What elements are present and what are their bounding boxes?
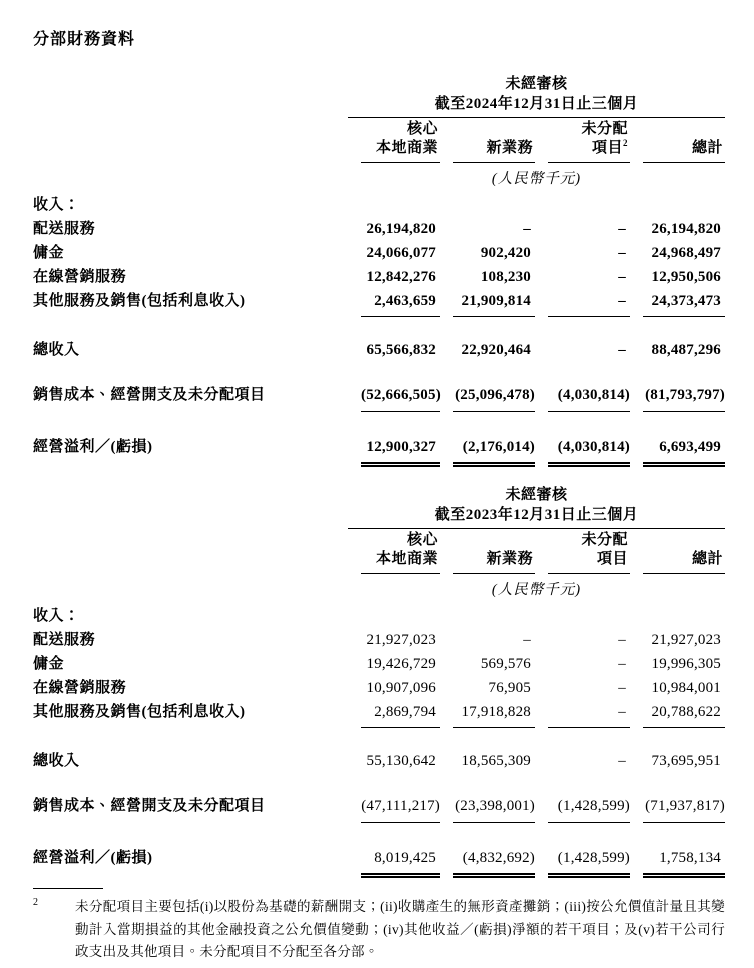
- value-total: [630, 652, 725, 676]
- value-unallocated: [535, 289, 630, 317]
- column-header: [453, 531, 535, 574]
- value: (4,030,814): [548, 435, 630, 464]
- row-label: 傭金: [33, 656, 65, 672]
- value: 20,788,622: [643, 700, 725, 728]
- value-new: [440, 846, 535, 875]
- revenue-heading: 收入：: [33, 197, 80, 213]
- value: 902,420: [480, 245, 531, 261]
- value-new: [440, 289, 535, 317]
- operating-profit-row: [33, 846, 725, 875]
- value-new: [440, 265, 535, 289]
- value: 6,693,499: [643, 435, 725, 464]
- value: 73,695,951: [651, 753, 721, 769]
- value: 12,842,276: [366, 269, 436, 285]
- value-total: [630, 794, 725, 823]
- value-unallocated: [535, 265, 630, 289]
- value: (1,428,599): [548, 846, 630, 875]
- currency-note: (人民幣千元): [491, 171, 582, 187]
- cost-row: [33, 383, 725, 412]
- value-unallocated: [535, 435, 630, 464]
- value: (1,428,599): [548, 794, 630, 823]
- column-header-line2: [453, 139, 533, 158]
- value: (4,832,692): [453, 846, 535, 875]
- revenue-row-commission: [33, 652, 725, 676]
- value: 24,373,473: [643, 289, 725, 317]
- value-total: [630, 676, 725, 700]
- value: 26,194,820: [366, 221, 436, 237]
- column-header-line1: 核心: [406, 532, 438, 548]
- value: 108,230: [480, 269, 531, 285]
- currency-note: (人民幣千元): [491, 582, 582, 598]
- value: 55,130,642: [366, 753, 436, 769]
- column-total: [630, 120, 725, 163]
- column-core-local-commerce: [348, 120, 440, 163]
- value: –: [548, 289, 630, 317]
- value: 19,426,729: [366, 656, 436, 672]
- revenue-row-delivery: [33, 628, 725, 652]
- column-header: [361, 531, 440, 574]
- value-new: [440, 676, 535, 700]
- column-header-line2: [361, 139, 438, 158]
- value-total: [630, 241, 725, 265]
- row-label: 配送服務: [33, 632, 96, 648]
- document-content: [33, 30, 725, 964]
- value-new: [440, 338, 535, 362]
- column-unallocated-items: [535, 531, 630, 574]
- column-header-line2: [548, 139, 628, 158]
- value-core: [348, 846, 440, 875]
- value-total: [630, 289, 725, 317]
- value-total: [630, 338, 725, 362]
- row-label: 銷售成本、經營開支及未分配項目: [33, 387, 266, 403]
- column-header-line2: [548, 550, 628, 569]
- revenue-row-online-marketing: [33, 676, 725, 700]
- value-core: [348, 652, 440, 676]
- value-total: [630, 749, 725, 773]
- column-new-initiatives: [440, 531, 535, 574]
- value: (4,030,814): [548, 383, 630, 412]
- value-unallocated: [535, 217, 630, 241]
- revenue-heading: 收入：: [33, 608, 80, 624]
- value-unallocated: [535, 628, 630, 652]
- value: –: [523, 632, 531, 648]
- row-label: 其他服務及銷售(包括利息收入): [33, 704, 246, 720]
- column-core-local-commerce: [348, 531, 440, 574]
- value-total: [630, 383, 725, 412]
- operating-profit-row: [33, 435, 725, 464]
- column-unallocated-items: [535, 120, 630, 163]
- column-header-line1: [643, 531, 723, 550]
- row-label: 銷售成本、經營開支及未分配項目: [33, 798, 266, 814]
- value: 26,194,820: [651, 221, 721, 237]
- value: 10,984,001: [651, 680, 721, 696]
- value: 8,019,425: [361, 846, 440, 875]
- value: 21,909,814: [453, 289, 535, 317]
- value: 24,968,497: [651, 245, 721, 261]
- revenue-row-other-services: [33, 700, 725, 728]
- column-header-line1: 未分配: [581, 532, 628, 548]
- column-header-line1: 未分配: [581, 121, 628, 137]
- value: –: [618, 342, 626, 358]
- value-core: [348, 749, 440, 773]
- footnote-block: [33, 888, 725, 964]
- column-header: [361, 120, 440, 163]
- row-label: 在線營銷服務: [33, 680, 127, 696]
- value-new: [440, 700, 535, 728]
- footnote-marker: 2: [33, 897, 38, 908]
- value-core: [348, 241, 440, 265]
- value-core: [348, 265, 440, 289]
- value-core: [348, 217, 440, 241]
- unaudited-label: 未經審核: [505, 487, 568, 503]
- value-core: [348, 676, 440, 700]
- value: (25,096,478): [453, 383, 535, 412]
- value: 65,566,832: [366, 342, 436, 358]
- period-header-2024: [348, 74, 725, 118]
- column-header-text: 項目: [591, 140, 623, 156]
- value-unallocated: [535, 241, 630, 265]
- value: 1,758,134: [643, 846, 725, 875]
- column-header: [548, 531, 630, 574]
- value: 21,927,023: [651, 632, 721, 648]
- footnote: [33, 896, 725, 964]
- value-new: [440, 628, 535, 652]
- value-unallocated: [535, 700, 630, 728]
- value: 19,996,305: [651, 656, 721, 672]
- value-core: [348, 383, 440, 412]
- column-header: [643, 531, 725, 574]
- value-new: [440, 749, 535, 773]
- value-new: [440, 383, 535, 412]
- value-core: [348, 794, 440, 823]
- value: 21,927,023: [366, 632, 436, 648]
- value: 17,918,828: [453, 700, 535, 728]
- column-header-text: 總計: [691, 551, 723, 567]
- value-unallocated: [535, 749, 630, 773]
- period-header-2023: [348, 485, 725, 529]
- value: (81,793,797): [643, 383, 725, 412]
- row-label: 傭金: [33, 245, 65, 261]
- value-total: [630, 846, 725, 875]
- value: (23,398,001): [453, 794, 535, 823]
- column-new-initiatives: [440, 120, 535, 163]
- total-revenues-row: [33, 338, 725, 362]
- value-unallocated: [535, 383, 630, 412]
- column-header-line1: [453, 120, 533, 139]
- value: 76,905: [488, 680, 531, 696]
- column-header-line2: [453, 550, 533, 569]
- value: 88,487,296: [651, 342, 721, 358]
- value: –: [618, 656, 626, 672]
- value: –: [618, 753, 626, 769]
- row-label: 總收入: [33, 753, 80, 769]
- value: 24,066,077: [366, 245, 436, 261]
- value-unallocated: [535, 652, 630, 676]
- column-total: [630, 531, 725, 574]
- value: (71,937,817): [643, 794, 725, 823]
- value: –: [618, 221, 626, 237]
- period-label: 截至2023年12月31日止三個月: [348, 505, 725, 529]
- segment-table-2024: [33, 74, 725, 464]
- value: (47,111,217): [361, 794, 440, 823]
- page-title: 分部財務資料: [33, 31, 136, 48]
- revenue-row-other-services: [33, 289, 725, 317]
- row-label: 其他服務及銷售(包括利息收入): [33, 293, 246, 309]
- value-total: [630, 435, 725, 464]
- column-header-text: 本地商業: [375, 551, 438, 567]
- row-label: 經營溢利／(虧損): [33, 439, 153, 455]
- unaudited-label: 未經審核: [505, 76, 568, 92]
- revenue-section-heading-row: [33, 194, 725, 217]
- footnote-ref: 2: [623, 138, 628, 148]
- value: 12,900,327: [361, 435, 440, 464]
- revenue-row-commission: [33, 241, 725, 265]
- value: (52,666,505): [361, 383, 440, 412]
- revenue-section-heading-row: [33, 605, 725, 628]
- segment-table-2023: [33, 485, 725, 875]
- value: 22,920,464: [461, 342, 531, 358]
- total-revenues-row: [33, 749, 725, 773]
- value: –: [548, 700, 630, 728]
- value-total: [630, 628, 725, 652]
- value-total: [630, 700, 725, 728]
- value-new: [440, 241, 535, 265]
- value-unallocated: [535, 676, 630, 700]
- column-header-text: 新業務: [486, 551, 533, 567]
- value-core: [348, 435, 440, 464]
- column-header-line1: [643, 120, 723, 139]
- period-label: 截至2024年12月31日止三個月: [348, 94, 725, 118]
- revenue-row-online-marketing: [33, 265, 725, 289]
- value: 18,565,309: [461, 753, 531, 769]
- spacer: [33, 531, 348, 574]
- column-header-row: [33, 120, 725, 163]
- column-header-line1: [453, 531, 533, 550]
- row-label: 總收入: [33, 342, 80, 358]
- value-new: [440, 435, 535, 464]
- footnote-divider: [33, 888, 103, 889]
- value-new: [440, 652, 535, 676]
- value: 2,463,659: [361, 289, 440, 317]
- column-header-text: 新業務: [486, 140, 533, 156]
- column-header-line2: [361, 550, 438, 569]
- value-unallocated: [535, 846, 630, 875]
- value: –: [618, 632, 626, 648]
- value-unallocated: [535, 794, 630, 823]
- column-header-text: 項目: [596, 551, 628, 567]
- value-core: [348, 700, 440, 728]
- value: (2,176,014): [453, 435, 535, 464]
- value-total: [630, 265, 725, 289]
- value-core: [348, 289, 440, 317]
- row-label: 配送服務: [33, 221, 96, 237]
- footnote-text: 未分配項目主要包括(i)以股份為基礎的薪酬開支；(ii)收購產生的無形資產攤銷；(iii)按公允價值計量且其變動計入當期損益的其他金融投資之公允價值變動；(iv)其他收益／(虧損)淨額的若干項目；及(v)若干公司行政支出及其他項目。未分配項目不分配至各分部。: [75, 899, 725, 959]
- value-core: [348, 628, 440, 652]
- row-label: 在線營銷服務: [33, 269, 127, 285]
- column-header: [643, 120, 725, 163]
- column-header-line2: [643, 139, 723, 158]
- value-new: [440, 794, 535, 823]
- column-header-row: [33, 531, 725, 574]
- value-new: [440, 217, 535, 241]
- column-header-text: 總計: [691, 140, 723, 156]
- value: 2,869,794: [361, 700, 440, 728]
- value-total: [630, 217, 725, 241]
- value: –: [523, 221, 531, 237]
- value-core: [348, 338, 440, 362]
- value: 12,950,506: [651, 269, 721, 285]
- spacer: [33, 120, 348, 163]
- cost-row: [33, 794, 725, 823]
- column-header: [453, 120, 535, 163]
- column-header-line1: 核心: [406, 121, 438, 137]
- row-label: 經營溢利／(虧損): [33, 850, 153, 866]
- value-unallocated: [535, 338, 630, 362]
- value: –: [618, 680, 626, 696]
- value: 10,907,096: [366, 680, 436, 696]
- column-header: [548, 120, 630, 163]
- revenue-row-delivery: [33, 217, 725, 241]
- column-header-text: 本地商業: [375, 140, 438, 156]
- value: –: [618, 245, 626, 261]
- value: 569,576: [480, 656, 531, 672]
- value: –: [618, 269, 626, 285]
- column-header-line2: [643, 550, 723, 569]
